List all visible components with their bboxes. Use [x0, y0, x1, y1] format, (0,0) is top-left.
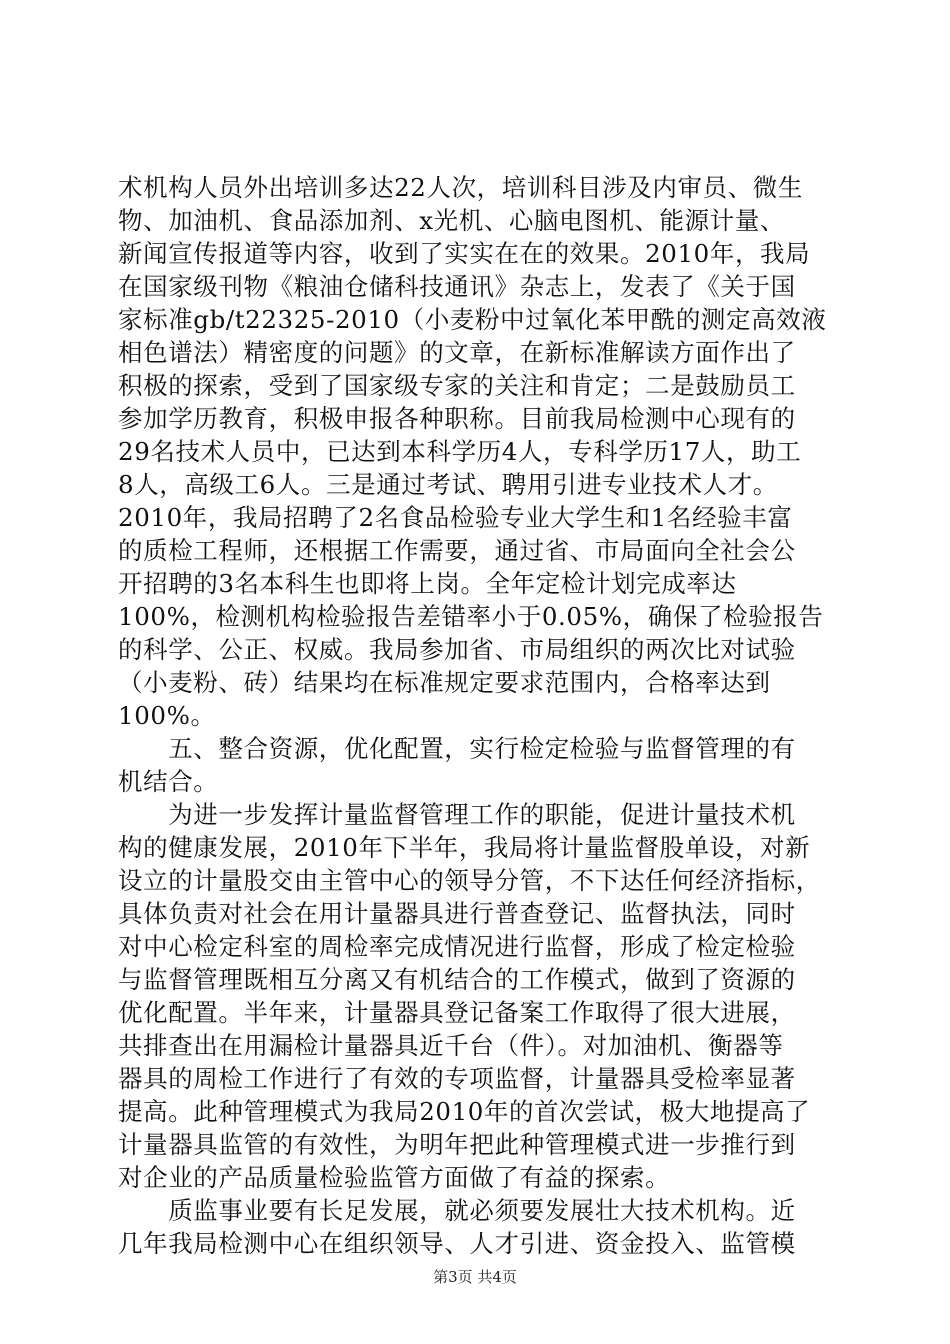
text-line: 提高。此种管理模式为我局2010年的首次尝试，极大地提高了	[118, 1097, 811, 1126]
text-line: 8人，高级工6人。三是通过考试、聘用引进专业技术人才。	[118, 470, 778, 499]
text-line: 的质检工程师，还根据工作需要，通过省、市局面向全社会公	[118, 536, 796, 565]
text-line: 2010年，我局招聘了2名食品检验专业大学生和1名经验丰富	[118, 503, 793, 532]
text-line: 设立的计量股交由主管中心的领导分管，不下达任何经济指标，	[118, 866, 821, 895]
text-line: 器具的周检工作进行了有效的专项监督，计量器具受检率显著	[118, 1064, 796, 1093]
text-line: 为进一步发挥计量监督管理工作的职能，促进计量技术机	[118, 800, 796, 829]
text-line: 几年我局检测中心在组织领导、人才引进、资金投入、监管模	[118, 1229, 796, 1258]
page-footer: 第3页 共4页	[433, 1268, 517, 1286]
text-line: 构的健康发展，2010年下半年，我局将计量监督股单设，对新	[118, 833, 811, 862]
text-line: 质监事业要有长足发展，就必须要发展壮大技术机构。近	[118, 1196, 796, 1225]
text-line: 100%，检测机构检验报告差错率小于0.05%，确保了检验报告	[118, 602, 824, 631]
body-text	[118, 171, 838, 1260]
text-line: 29名技术人员中，已达到本科学历4人，专科学历17人，助工	[118, 437, 802, 466]
text-line: 五、整合资源，优化配置，实行检定检验与监督管理的有	[118, 734, 796, 763]
text-line: 相色谱法）精密度的问题》的文章，在新标准解读方面作出了	[118, 338, 796, 367]
text-line: 积极的探索，受到了国家级专家的关注和肯定；二是鼓励员工	[118, 371, 796, 400]
text-line: 机结合。	[118, 767, 219, 796]
text-line: 优化配置。半年来，计量器具登记备案工作取得了很大进展，	[118, 998, 796, 1027]
text-line: 开招聘的3名本科生也即将上岗。全年定检计划完成率达	[118, 569, 737, 598]
text-line: 参加学历教育，积极申报各种职称。目前我局检测中心现有的	[118, 404, 796, 433]
text-line: 在国家级刊物《粮油仓储科技通讯》杂志上，发表了《关于国	[118, 272, 796, 301]
text-line: 物、加油机、食品添加剂、x光机、心脑电图机、能源计量、	[118, 206, 786, 235]
text-line: 家标准gb/t22325-2010（小麦粉中过氧化苯甲酰的测定高效液	[118, 305, 827, 334]
text-line: 100%。	[118, 701, 216, 730]
text-line: 具体负责对社会在用计量器具进行普查登记、监督执法，同时	[118, 899, 796, 928]
text-line: 共排查出在用漏检计量器具近千台（件）。对加油机、衡器等	[118, 1031, 784, 1060]
text-line: （小麦粉、砖）结果均在标准规定要求范围内，合格率达到	[118, 668, 771, 697]
text-line: 术机构人员外出培训多达22人次，培训科目涉及内审员、微生	[118, 173, 803, 202]
text-line: 对企业的产品质量检验监管方面做了有益的探索。	[118, 1163, 671, 1192]
text-line: 新闻宣传报道等内容，收到了实实在在的效果。2010年，我局	[118, 239, 811, 268]
text-line: 计量器具监管的有效性，为明年把此种管理模式进一步推行到	[118, 1130, 796, 1159]
text-line: 的科学、公正、权威。我局参加省、市局组织的两次比对试验	[118, 635, 796, 664]
text-line: 对中心检定科室的周检率完成情况进行监督，形成了检定检验	[118, 932, 796, 961]
text-line: 与监督管理既相互分离又有机结合的工作模式，做到了资源的	[118, 965, 796, 994]
